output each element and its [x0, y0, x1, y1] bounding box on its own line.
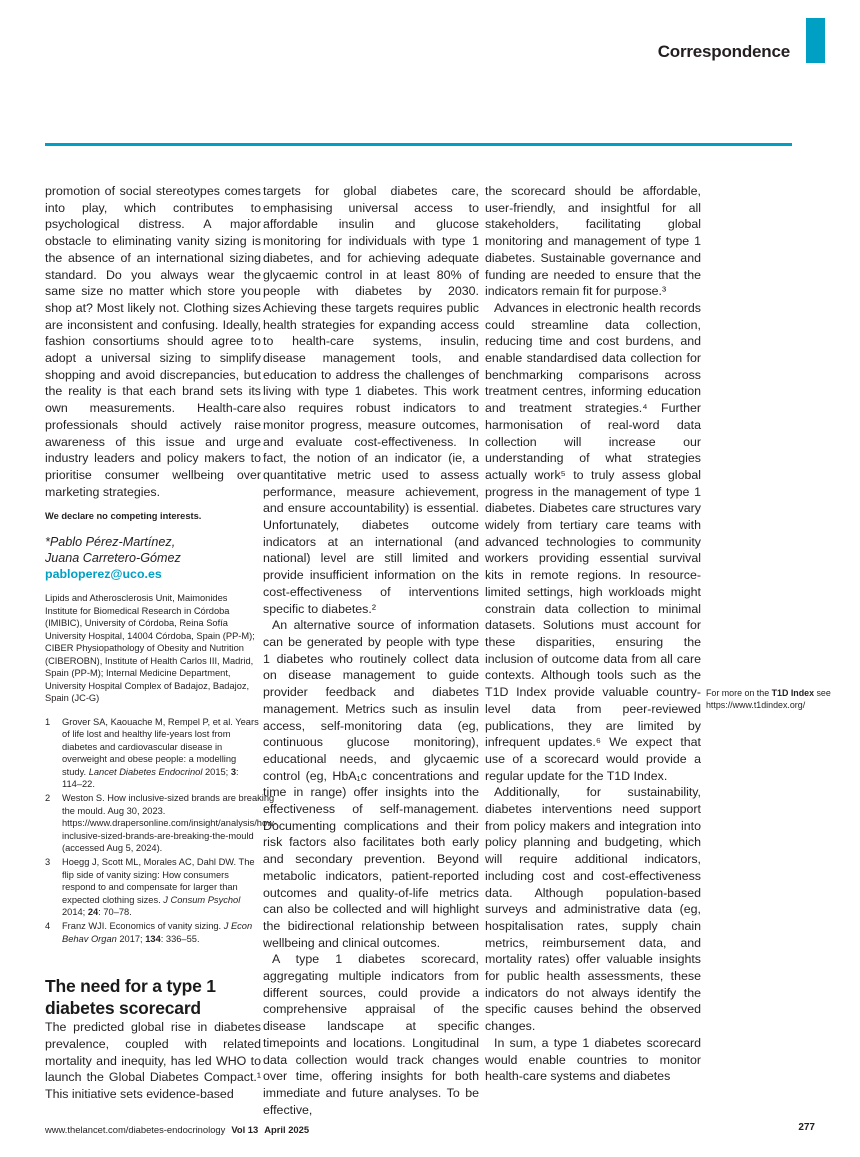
reference-pages: : 114–22.: [62, 766, 239, 790]
reference-text: [62, 856, 261, 919]
body-paragraph: Additionally, for sustainability, diabetes interventions need support from policy makers and integration into policy planning and budgeting, which will require additional indicators, including cost and cost-effectiveness data. Although population-based surveys and administrative data (eg, hospitalisation rates, supply chain metrics, reimbursement data, and mortality rates) offer valuable insights for public health assessments, these indicators do not always identify the specific causes behind the observed changes.: [485, 785, 701, 1034]
reference-journal: J Econ Behav Organ: [62, 921, 253, 944]
left-column: [45, 183, 277, 1103]
footer: [45, 1124, 309, 1135]
reference-item: [45, 920, 261, 945]
reference-item: [45, 792, 277, 855]
reference-number: 2: [45, 793, 51, 804]
reference-item: [45, 716, 261, 791]
body-paragraph: the scorecard should be affordable, user-friendly, and insightful for all stakeholders, facilitating global monitoring and management of type 1 diabetes. Sustainable governance and funding are needed to ensure that the indicators remain fit for purpose.³: [485, 184, 701, 299]
reference-number: 4: [45, 921, 51, 932]
middle-column: [263, 183, 479, 1118]
margin-note-bold: T1D Index: [771, 688, 815, 698]
body-paragraph: The predicted global rise in diabetes prevalence, coupled with related mortality and inequity, has led WHO to launch the Global Diabetes Compact.¹ This initiative sets evidence-based: [45, 1020, 261, 1101]
reference-pages: : 70–78.: [98, 907, 132, 918]
reference-citation: Weston S. How inclusive-sized brands are breaking the mould. Aug 30, 2023. https://www.drapersonline.com/insight/analysis/how-inclusive-sized-brands-are-breaking-the-mould (accessed Aug 5, 2024).: [62, 793, 277, 854]
author-line-1: *Pablo Pérez-Martínez,: [45, 534, 176, 549]
reference-year: 2015;: [202, 766, 231, 777]
corner-accent-block: [806, 18, 825, 63]
declaration-of-interests: We declare no competing interests.: [45, 511, 202, 522]
body-paragraph: targets for global diabetes care, emphasising universal access to affordable insulin and glucose monitoring for individuals with type 1 diabetes, and for achieving adequate glycaemic control in at least 80% of people with diabetes by 2030. Achieving these targets requires public health strategies for expanding access to health-care systems, insulin, disease management tools, and education to address the challenges of living with type 1 diabetes. This work also requires robust indicators to monitor progress, measure outcomes, and evaluate cost-effectiveness. In fact, the notion of an indicator (ie, a quantitative metric used to assess performance, measure achievement, and ensure accountability) is essential. Unfortunately, diabetes outcome indicators at an international (and national) level are still limited and provide insufficient information on the cost-effectiveness of interventions specific to diabetes.²: [263, 184, 479, 616]
reference-volume: 134: [145, 933, 161, 944]
article-title: The need for a type 1 diabetes scorecard: [45, 976, 216, 1019]
reference-number: 1: [45, 716, 51, 727]
reference-citation: Franz WJI. Economics of vanity sizing.: [62, 921, 224, 932]
right-column: [485, 183, 701, 1085]
author-names: [45, 534, 261, 566]
reference-year: 2014;: [62, 907, 88, 918]
reference-pages: : 336–55.: [160, 933, 200, 944]
header-rule: [45, 143, 792, 146]
reference-text: [62, 920, 261, 945]
corresponding-author-email-link[interactable]: pabloperez@uco.es: [45, 567, 162, 582]
reference-journal: J Consum Psychol: [163, 894, 241, 905]
body-paragraph: Advances in electronic health records could streamline data collection, reducing time and cost burdens, and enable standardised data collection for benchmarking comparisons across treatment centres, informing education and treatment strategies.⁴ Further harmonisation of real-word data collection will increase our understanding of what strategies actually work⁵ to truly assess global progress in the management of type 1 diabetes. Diabetes care structures vary widely from tertiary care teams with advanced technologies to community workers providing essential survival kits in remote regions. In resource-limited settings, high workloads might constrain data collection to minimal datasets. Solutions must account for these disparities, ensuring the inclusion of outcome data from all care contexts. Although tools such as the T1D Index provide valuable country-level data from peer-reviewed publications, they are limited by infrequent updates.⁶ We expect that use of a scorecard would provide a regular update for the T1D Index.: [485, 300, 701, 783]
body-paragraph: An alternative source of information can be generated by people with type 1 diabetes who routinely collect data on disease management to guide provider feedback and diabetes management. Metrics such as insulin access, self-monitoring data (eg, continuous glucose monitoring), educational needs, and glycaemic control (eg, HbA₁c concentrations and time in range) offer insights into the effectiveness of self-management. Documenting complications and their risk factors also facilitates both early and secondary prevention. Beyond metabolic indicators, patient-reported outcomes and quality-of-life metrics can also be collected and will highlight the bidirectional relationship between wellbeing and clinical outcomes.: [263, 618, 479, 950]
t1dindex-url-link[interactable]: https://www.t1dindex.org/: [706, 699, 806, 710]
reference-journal: Lancet Diabetes Endocrinol: [88, 766, 203, 777]
author-line-2: Juana Carretero-Gómez: [45, 550, 181, 565]
reference-number: 3: [45, 857, 51, 868]
footer-volume: Vol 13: [231, 1124, 259, 1135]
reference-volume: 24: [87, 907, 99, 918]
reference-year: 2017;: [116, 933, 146, 944]
body-paragraph: In sum, a type 1 diabetes scorecard would enable countries to monitor health-care systems and diabetes: [485, 1035, 701, 1084]
margin-note-t1d-index: [706, 688, 840, 712]
reference-volume: 3: [230, 766, 237, 777]
footer-journal-url: www.thelancet.com/diabetes-endocrinology: [45, 1124, 226, 1135]
reference-list: [45, 716, 277, 946]
margin-note-suffix: see: [814, 688, 831, 698]
margin-note-text: For more on the: [706, 688, 772, 698]
page-number: 277: [798, 1122, 815, 1133]
reference-citation: Grover SA, Kaouache M, Rempel P, et al. Years of life lost and healthy life-years lost from diabetes and cardiovascular disease in overweight and obese people: a modelling study.: [62, 716, 259, 777]
body-paragraph: promotion of social stereotypes comes into play, which contributes to psychological distress. A major obstacle to eliminating vanity sizing is the absence of an international sizing standard. Do you always wear the same size no matter which store you shop at? Most likely not. Clothing sizes are inconsistent and confusing. Ideally, fashion consortiums should agree to adopt a universal sizing to simplify shopping and avoid discrepancies, but the reality is that each brand sets its own measurements. Health-care professionals should actively raise awareness of this issue and urge industry leaders and policy makers to prioritise consumer wellbeing over marketing strategies.: [45, 184, 261, 499]
reference-text: [62, 792, 277, 855]
reference-citation: Hoegg J, Scott ML, Morales AC, Dahl DW. The flip side of vanity sizing: How consumers respond to and compensate for larger than expected clothing sizes.: [62, 857, 255, 905]
section-label: Correspondence: [657, 42, 790, 61]
body-paragraph: A type 1 diabetes scorecard, aggregating multiple indicators from different sources, could provide a comprehensive appraisal of the disease landscape at specific timepoints and locations. Longitudinal data collection would track changes over time, offering insights for both immediate and future analyses. To be effective,: [263, 952, 479, 1117]
footer-date: April 2025: [264, 1124, 310, 1135]
reference-text: [62, 716, 261, 791]
author-affiliations: Lipids and Atherosclerosis Unit, Maimonides Institute for Biomedical Research in Córdoba (IMIBIC), University of Córdoba, Reina Sofía University Hospital, 14004 Córdoba, Spain (PP-M); CIBER Physiopathology of Obesity and Nutrition (CIBEROBN), Institute of Health Carlos III, Madrid, Spain (PP-M); Internal Medicine Department, University Hospital Complex of Badajoz, Badajoz, Spain (JC-G): [45, 593, 255, 704]
reference-item: [45, 856, 261, 919]
